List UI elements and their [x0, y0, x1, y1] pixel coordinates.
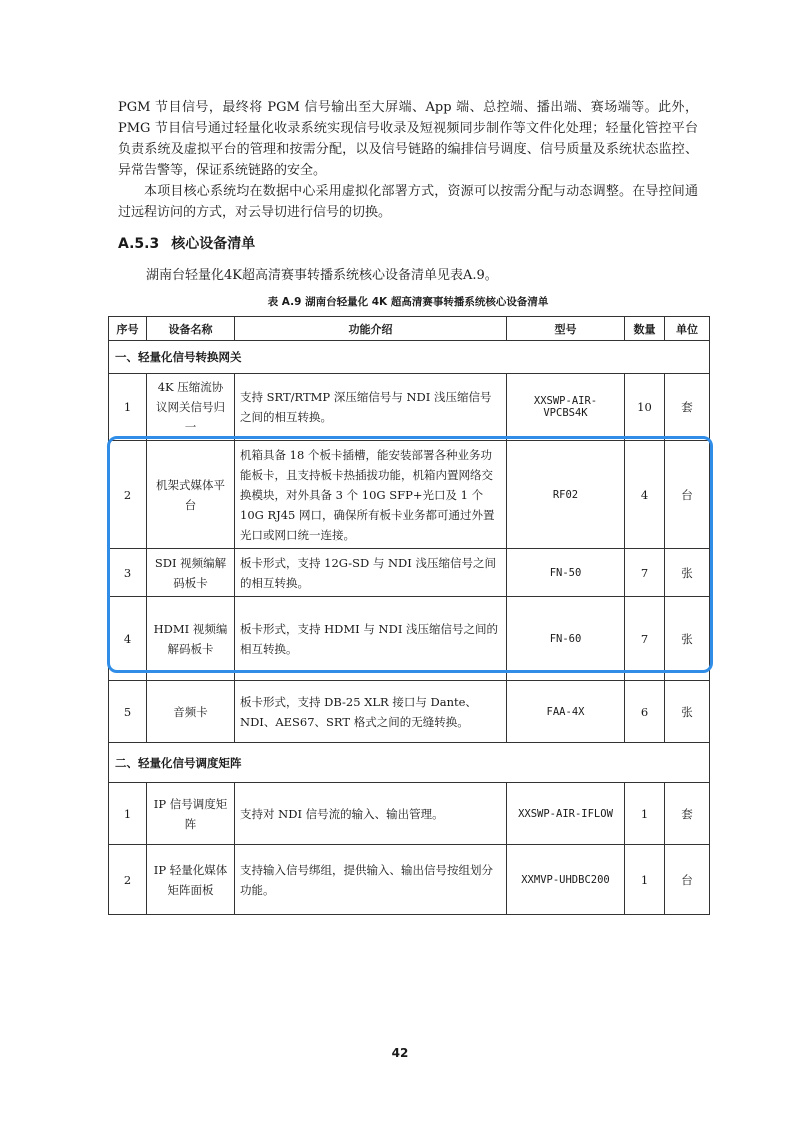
header-unit: 单位	[665, 317, 710, 341]
cell-desc: 板卡形式，支持 DB-25 XLR 接口与 Dante、NDI、AES67、SRT 格式之间的无缝转换。	[235, 681, 507, 743]
cell-unit: 张	[665, 549, 710, 597]
cell-qty: 1	[625, 845, 665, 915]
cell-name: IP 轻量化媒体矩阵面板	[147, 845, 235, 915]
section-heading	[118, 233, 255, 253]
header-desc: 功能介绍	[235, 317, 507, 341]
body-paragraph-2: 本项目核心系统均在数据中心采用虚拟化部署方式，资源可以按需分配与动态调整。在导控间通过远程访问的方式，对云导切进行信号的切换。	[118, 184, 698, 220]
cell-model: FN-60	[507, 597, 625, 681]
cell-desc: 支持输入信号绑组，提供输入、输出信号按组划分功能。	[235, 845, 507, 915]
cell-name: 4K 压缩流协议网关信号归一	[147, 374, 235, 441]
cell-model: XXSWP-AIR-IFLOW	[507, 783, 625, 845]
table-row	[109, 441, 710, 549]
cell-no: 1	[109, 374, 147, 441]
body-paragraph-1: PGM 节目信号，最终将 PGM 信号输出至大屏端、App 端、总控端、播出端、赛场端等。此外，PMG 节目信号通过轻量化收录系统实现信号收录及短视频同步制作等文件化处理；轻量化管控平台负责系统及虚拟平台的管理和按需分配，以及信号链路的编排信号调度、信号质量及系统状态监控、异常告警等，保证系统链路的安全。	[118, 100, 698, 178]
cell-no: 2	[109, 441, 147, 549]
cell-model: FN-50	[507, 549, 625, 597]
cell-name: 机架式媒体平台	[147, 441, 235, 549]
cell-name: SDI 视频编解码板卡	[147, 549, 235, 597]
cell-desc: 支持 SRT/RTMP 深压缩信号与 NDI 浅压缩信号之间的相互转换。	[235, 374, 507, 441]
header-no: 序号	[109, 317, 147, 341]
cell-name: HDMI 视频编解码板卡	[147, 597, 235, 681]
cell-unit: 张	[665, 597, 710, 681]
cell-qty: 6	[625, 681, 665, 743]
cell-qty: 1	[625, 783, 665, 845]
group-title: 一、轻量化信号转换网关	[109, 341, 710, 374]
cell-qty: 4	[625, 441, 665, 549]
table-row	[109, 845, 710, 915]
table-intro-text: 湖南台轻量化4K超高清赛事转播系统核心设备清单见表A.9。	[146, 268, 498, 283]
cell-model: XXSWP-AIR-VPCBS4K	[507, 374, 625, 441]
cell-qty: 7	[625, 597, 665, 681]
equipment-table	[108, 316, 710, 915]
cell-no: 2	[109, 845, 147, 915]
cell-unit: 套	[665, 374, 710, 441]
cell-unit: 套	[665, 783, 710, 845]
cell-model: RF02	[507, 441, 625, 549]
section-title: 核心设备清单	[171, 236, 256, 252]
cell-desc: 机箱具备 18 个板卡插槽，能安装部署各种业务功能板卡，且支持板卡热插拔功能，机箱内置网络交换模块，对外具备 3 个 10G SFP+光口及 1 个 10G RJ45 网口，确保所有板卡业务都可通过外置光口或网口统一连接。	[235, 441, 507, 549]
table-row	[109, 681, 710, 743]
table-row	[109, 549, 710, 597]
cell-model: FAA-4X	[507, 681, 625, 743]
table-row	[109, 374, 710, 441]
table-header-row	[109, 317, 710, 341]
cell-unit: 张	[665, 681, 710, 743]
header-qty: 数量	[625, 317, 665, 341]
cell-no: 5	[109, 681, 147, 743]
cell-unit: 台	[665, 441, 710, 549]
cell-desc: 支持对 NDI 信号流的输入、输出管理。	[235, 783, 507, 845]
header-model: 型号	[507, 317, 625, 341]
section-number: A.5.3	[118, 236, 160, 252]
header-name: 设备名称	[147, 317, 235, 341]
cell-no: 1	[109, 783, 147, 845]
cell-desc: 板卡形式，支持 HDMI 与 NDI 浅压缩信号之间的相互转换。	[235, 597, 507, 681]
cell-qty: 7	[625, 549, 665, 597]
group-title: 二、轻量化信号调度矩阵	[109, 743, 710, 783]
cell-desc: 板卡形式，支持 12G-SD 与 NDI 浅压缩信号之间的相互转换。	[235, 549, 507, 597]
cell-no: 3	[109, 549, 147, 597]
cell-qty: 10	[625, 374, 665, 441]
table-row	[109, 783, 710, 845]
cell-name: 音频卡	[147, 681, 235, 743]
cell-unit: 台	[665, 845, 710, 915]
table-row	[109, 597, 710, 681]
table-caption: 表 A.9 湖南台轻量化 4K 超高清赛事转播系统核心设备清单	[267, 296, 549, 308]
cell-no: 4	[109, 597, 147, 681]
group-row	[109, 341, 710, 374]
cell-name: IP 信号调度矩阵	[147, 783, 235, 845]
page-number: 42	[391, 1046, 409, 1060]
cell-model: XXMVP-UHDBC200	[507, 845, 625, 915]
group-row	[109, 743, 710, 783]
